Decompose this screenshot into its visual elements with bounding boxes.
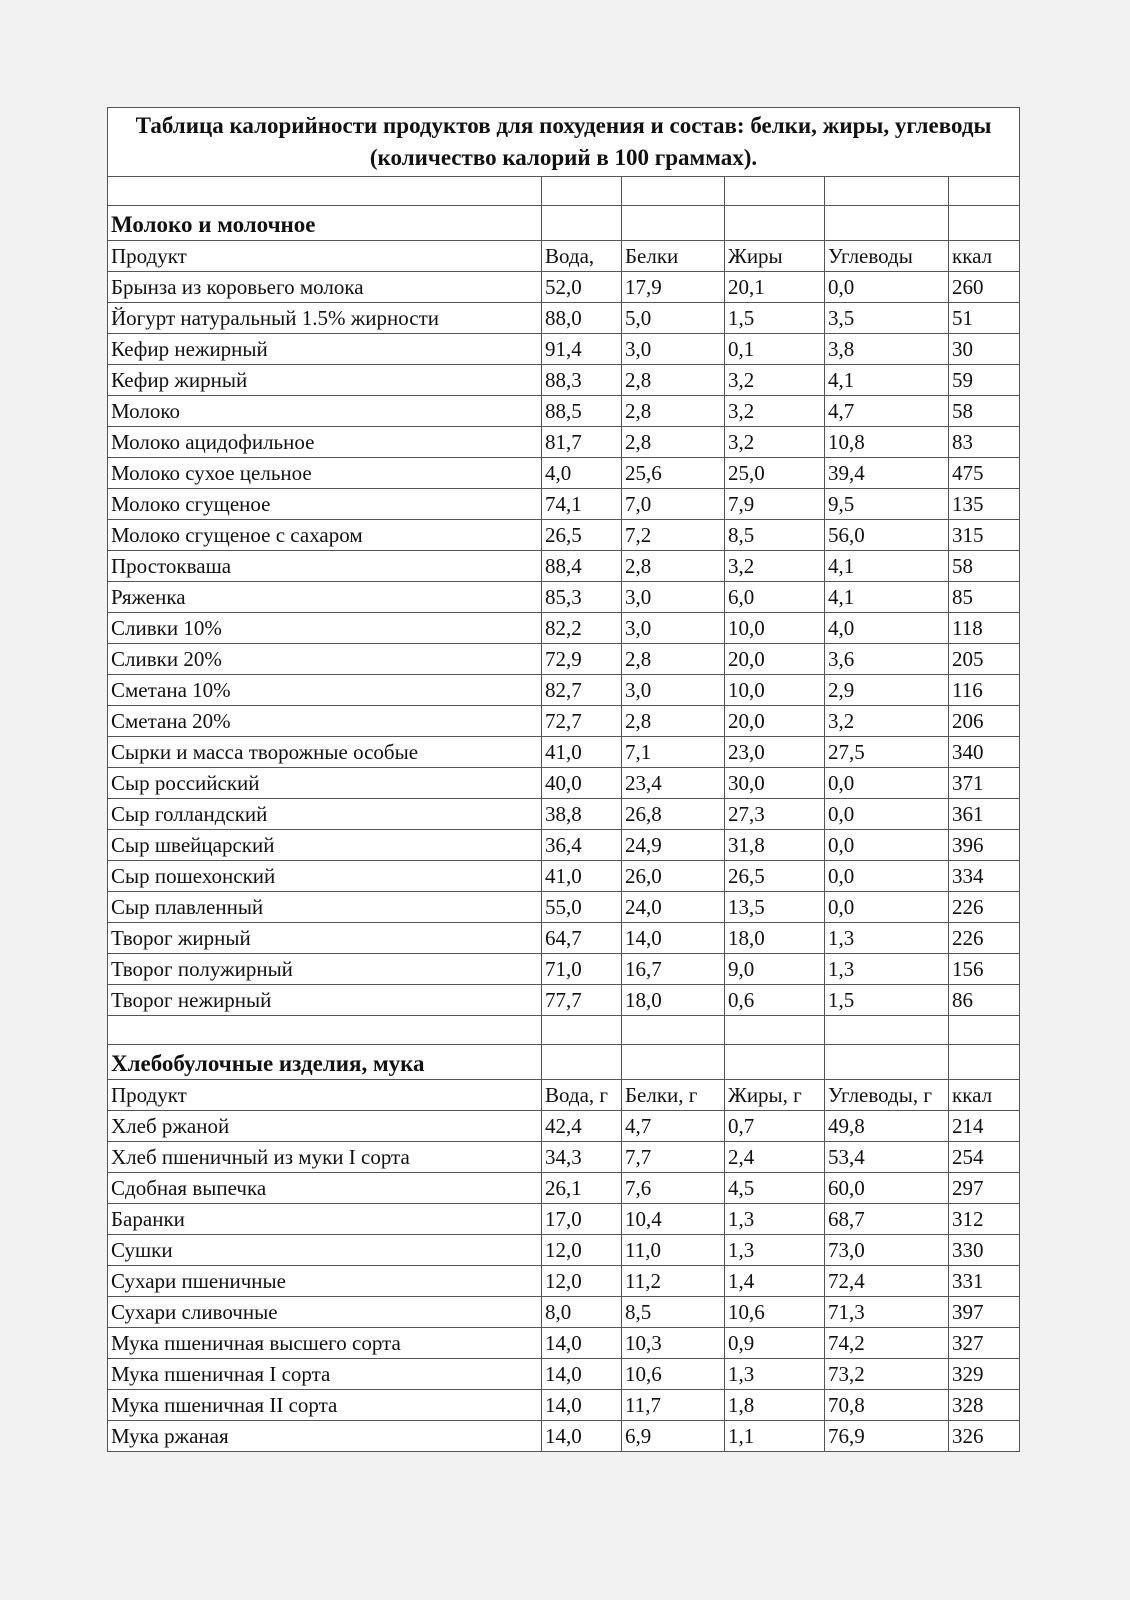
- cell-carbs: 49,8: [825, 1111, 949, 1142]
- cell-fat: 1,4: [725, 1266, 825, 1297]
- cell-carbs: 68,7: [825, 1204, 949, 1235]
- section-title: Хлебобулочные изделия, мука: [108, 1045, 542, 1080]
- cell-carbs: 73,2: [825, 1359, 949, 1390]
- cell-fat: 1,5: [725, 303, 825, 334]
- cell-water: 41,0: [542, 737, 622, 768]
- cell-fat: 3,2: [725, 427, 825, 458]
- cell-product: Сыр голландский: [108, 799, 542, 830]
- empty-cell: [622, 1045, 725, 1080]
- cell-kcal: 51: [949, 303, 1020, 334]
- column-header-carbs: Углеводы, г: [825, 1080, 949, 1111]
- column-header-product: Продукт: [108, 1080, 542, 1111]
- cell-water: 88,0: [542, 303, 622, 334]
- cell-carbs: 2,9: [825, 675, 949, 706]
- cell-kcal: 118: [949, 613, 1020, 644]
- cell-protein: 26,0: [622, 861, 725, 892]
- cell-fat: 1,3: [725, 1359, 825, 1390]
- cell-water: 8,0: [542, 1297, 622, 1328]
- cell-protein: 11,0: [622, 1235, 725, 1266]
- column-header-kcal: ккал: [949, 241, 1020, 272]
- cell-water: 82,2: [542, 613, 622, 644]
- cell-product: Хлеб пшеничный из муки I сорта: [108, 1142, 542, 1173]
- cell-fat: 0,9: [725, 1328, 825, 1359]
- cell-product: Творог полужирный: [108, 954, 542, 985]
- empty-cell: [725, 1045, 825, 1080]
- table-row: [108, 644, 1020, 675]
- cell-fat: 31,8: [725, 830, 825, 861]
- cell-protein: 10,4: [622, 1204, 725, 1235]
- cell-fat: 0,7: [725, 1111, 825, 1142]
- cell-product: Кефир жирный: [108, 365, 542, 396]
- cell-carbs: 4,1: [825, 551, 949, 582]
- empty-cell: [825, 177, 949, 206]
- table-row: [108, 489, 1020, 520]
- cell-kcal: 396: [949, 830, 1020, 861]
- cell-fat: 25,0: [725, 458, 825, 489]
- table-row: [108, 675, 1020, 706]
- spacer-row: [108, 177, 1020, 206]
- cell-product: Мука пшеничная высшего сорта: [108, 1328, 542, 1359]
- cell-protein: 7,6: [622, 1173, 725, 1204]
- cell-water: 74,1: [542, 489, 622, 520]
- cell-fat: 26,5: [725, 861, 825, 892]
- cell-product: Простокваша: [108, 551, 542, 582]
- cell-product: Сыр швейцарский: [108, 830, 542, 861]
- column-header-product: Продукт: [108, 241, 542, 272]
- calorie-table: [107, 107, 1020, 1452]
- document-page: [107, 107, 1019, 1452]
- table-row: [108, 861, 1020, 892]
- cell-kcal: 315: [949, 520, 1020, 551]
- table-row: [108, 1111, 1020, 1142]
- cell-water: 14,0: [542, 1359, 622, 1390]
- cell-kcal: 59: [949, 365, 1020, 396]
- cell-carbs: 74,2: [825, 1328, 949, 1359]
- cell-product: Хлеб ржаной: [108, 1111, 542, 1142]
- cell-protein: 24,9: [622, 830, 725, 861]
- cell-water: 55,0: [542, 892, 622, 923]
- table-row: [108, 1142, 1020, 1173]
- cell-water: 82,7: [542, 675, 622, 706]
- table-row: [108, 1297, 1020, 1328]
- empty-cell: [949, 177, 1020, 206]
- cell-carbs: 3,8: [825, 334, 949, 365]
- cell-protein: 7,0: [622, 489, 725, 520]
- cell-fat: 8,5: [725, 520, 825, 551]
- cell-kcal: 86: [949, 985, 1020, 1016]
- table-row: [108, 1421, 1020, 1452]
- cell-kcal: 83: [949, 427, 1020, 458]
- table-row: [108, 1204, 1020, 1235]
- cell-fat: 2,4: [725, 1142, 825, 1173]
- cell-kcal: 116: [949, 675, 1020, 706]
- cell-product: Сливки 20%: [108, 644, 542, 675]
- cell-kcal: 327: [949, 1328, 1020, 1359]
- cell-kcal: 85: [949, 582, 1020, 613]
- column-header-fat: Жиры, г: [725, 1080, 825, 1111]
- section-heading-row: [108, 1045, 1020, 1080]
- column-header-kcal: ккал: [949, 1080, 1020, 1111]
- cell-fat: 27,3: [725, 799, 825, 830]
- cell-carbs: 3,2: [825, 706, 949, 737]
- cell-fat: 9,0: [725, 954, 825, 985]
- cell-carbs: 1,3: [825, 923, 949, 954]
- empty-cell: [542, 1016, 622, 1045]
- table-row: [108, 923, 1020, 954]
- cell-water: 64,7: [542, 923, 622, 954]
- cell-kcal: 340: [949, 737, 1020, 768]
- cell-kcal: 260: [949, 272, 1020, 303]
- cell-protein: 5,0: [622, 303, 725, 334]
- cell-protein: 10,3: [622, 1328, 725, 1359]
- column-header-protein: Белки, г: [622, 1080, 725, 1111]
- cell-fat: 1,1: [725, 1421, 825, 1452]
- table-row: [108, 365, 1020, 396]
- cell-product: Молоко: [108, 396, 542, 427]
- cell-water: 12,0: [542, 1266, 622, 1297]
- cell-product: Мука ржаная: [108, 1421, 542, 1452]
- cell-product: Сыр российский: [108, 768, 542, 799]
- cell-fat: 1,3: [725, 1235, 825, 1266]
- cell-protein: 26,8: [622, 799, 725, 830]
- column-header-water: Вода, г: [542, 1080, 622, 1111]
- table-row: [108, 613, 1020, 644]
- cell-product: Ряженка: [108, 582, 542, 613]
- cell-carbs: 0,0: [825, 768, 949, 799]
- cell-product: Сухари пшеничные: [108, 1266, 542, 1297]
- cell-fat: 20,0: [725, 644, 825, 675]
- cell-kcal: 329: [949, 1359, 1020, 1390]
- cell-protein: 25,6: [622, 458, 725, 489]
- cell-fat: 0,6: [725, 985, 825, 1016]
- cell-protein: 4,7: [622, 1111, 725, 1142]
- cell-water: 34,3: [542, 1142, 622, 1173]
- cell-protein: 3,0: [622, 334, 725, 365]
- cell-water: 12,0: [542, 1235, 622, 1266]
- cell-fat: 1,3: [725, 1204, 825, 1235]
- cell-water: 36,4: [542, 830, 622, 861]
- table-row: [108, 985, 1020, 1016]
- cell-product: Молоко сухое цельное: [108, 458, 542, 489]
- cell-carbs: 1,5: [825, 985, 949, 1016]
- cell-water: 14,0: [542, 1328, 622, 1359]
- cell-fat: 3,2: [725, 396, 825, 427]
- table-row: [108, 954, 1020, 985]
- cell-water: 42,4: [542, 1111, 622, 1142]
- cell-product: Сухари сливочные: [108, 1297, 542, 1328]
- cell-kcal: 361: [949, 799, 1020, 830]
- empty-cell: [825, 206, 949, 241]
- column-header-carbs: Углеводы: [825, 241, 949, 272]
- cell-fat: 7,9: [725, 489, 825, 520]
- cell-kcal: 475: [949, 458, 1020, 489]
- cell-fat: 10,0: [725, 675, 825, 706]
- cell-carbs: 53,4: [825, 1142, 949, 1173]
- cell-protein: 8,5: [622, 1297, 725, 1328]
- cell-water: 4,0: [542, 458, 622, 489]
- cell-kcal: 331: [949, 1266, 1020, 1297]
- empty-cell: [725, 1016, 825, 1045]
- cell-water: 88,5: [542, 396, 622, 427]
- cell-carbs: 4,0: [825, 613, 949, 644]
- cell-carbs: 0,0: [825, 861, 949, 892]
- cell-water: 17,0: [542, 1204, 622, 1235]
- empty-cell: [949, 206, 1020, 241]
- table-row: [108, 706, 1020, 737]
- cell-water: 88,4: [542, 551, 622, 582]
- cell-fat: 3,2: [725, 365, 825, 396]
- table-row: [108, 768, 1020, 799]
- spacer-row: [108, 1016, 1020, 1045]
- empty-cell: [542, 206, 622, 241]
- table-row: [108, 1173, 1020, 1204]
- cell-water: 26,5: [542, 520, 622, 551]
- cell-water: 77,7: [542, 985, 622, 1016]
- cell-fat: 13,5: [725, 892, 825, 923]
- cell-kcal: 397: [949, 1297, 1020, 1328]
- table-row: [108, 303, 1020, 334]
- cell-carbs: 0,0: [825, 892, 949, 923]
- cell-fat: 23,0: [725, 737, 825, 768]
- cell-kcal: 326: [949, 1421, 1020, 1452]
- empty-cell: [825, 1045, 949, 1080]
- section-heading-row: [108, 206, 1020, 241]
- cell-carbs: 4,1: [825, 365, 949, 396]
- cell-carbs: 0,0: [825, 830, 949, 861]
- table-row: [108, 582, 1020, 613]
- table-row: [108, 551, 1020, 582]
- empty-cell: [949, 1016, 1020, 1045]
- cell-protein: 2,8: [622, 396, 725, 427]
- cell-carbs: 9,5: [825, 489, 949, 520]
- cell-carbs: 27,5: [825, 737, 949, 768]
- title-row: [108, 108, 1020, 177]
- cell-product: Сметана 20%: [108, 706, 542, 737]
- cell-water: 14,0: [542, 1390, 622, 1421]
- cell-carbs: 39,4: [825, 458, 949, 489]
- cell-fat: 0,1: [725, 334, 825, 365]
- cell-fat: 20,0: [725, 706, 825, 737]
- cell-product: Йогурт натуральный 1.5% жирности: [108, 303, 542, 334]
- cell-protein: 2,8: [622, 551, 725, 582]
- cell-kcal: 214: [949, 1111, 1020, 1142]
- cell-protein: 14,0: [622, 923, 725, 954]
- cell-kcal: 58: [949, 396, 1020, 427]
- table-row: [108, 396, 1020, 427]
- cell-kcal: 328: [949, 1390, 1020, 1421]
- cell-carbs: 71,3: [825, 1297, 949, 1328]
- cell-protein: 7,7: [622, 1142, 725, 1173]
- table-row: [108, 1328, 1020, 1359]
- empty-cell: [622, 177, 725, 206]
- cell-kcal: 254: [949, 1142, 1020, 1173]
- cell-protein: 2,8: [622, 365, 725, 396]
- cell-kcal: 334: [949, 861, 1020, 892]
- table-title: Таблица калорийности продуктов для похудения и состав: белки, жиры, углеводы (количество калорий в 100 граммах).: [108, 108, 1020, 177]
- cell-fat: 4,5: [725, 1173, 825, 1204]
- table-row: [108, 892, 1020, 923]
- table-row: [108, 520, 1020, 551]
- empty-cell: [622, 1016, 725, 1045]
- cell-water: 72,9: [542, 644, 622, 675]
- cell-protein: 18,0: [622, 985, 725, 1016]
- cell-carbs: 0,0: [825, 799, 949, 830]
- cell-carbs: 3,6: [825, 644, 949, 675]
- cell-fat: 30,0: [725, 768, 825, 799]
- column-header-row: [108, 241, 1020, 272]
- cell-protein: 7,1: [622, 737, 725, 768]
- cell-water: 38,8: [542, 799, 622, 830]
- cell-carbs: 0,0: [825, 272, 949, 303]
- empty-cell: [622, 206, 725, 241]
- cell-protein: 2,8: [622, 706, 725, 737]
- cell-fat: 1,8: [725, 1390, 825, 1421]
- cell-fat: 18,0: [725, 923, 825, 954]
- cell-carbs: 73,0: [825, 1235, 949, 1266]
- table-row: [108, 272, 1020, 303]
- cell-water: 41,0: [542, 861, 622, 892]
- cell-water: 71,0: [542, 954, 622, 985]
- cell-kcal: 135: [949, 489, 1020, 520]
- cell-product: Сыр пошехонский: [108, 861, 542, 892]
- table-row: [108, 1359, 1020, 1390]
- cell-protein: 6,9: [622, 1421, 725, 1452]
- table-row: [108, 427, 1020, 458]
- column-header-fat: Жиры: [725, 241, 825, 272]
- cell-carbs: 4,1: [825, 582, 949, 613]
- cell-product: Молоко сгущеное с сахаром: [108, 520, 542, 551]
- cell-water: 14,0: [542, 1421, 622, 1452]
- empty-cell: [725, 206, 825, 241]
- cell-fat: 20,1: [725, 272, 825, 303]
- cell-water: 91,4: [542, 334, 622, 365]
- cell-protein: 23,4: [622, 768, 725, 799]
- cell-product: Мука пшеничная I сорта: [108, 1359, 542, 1390]
- table-row: [108, 458, 1020, 489]
- section-title: Молоко и молочное: [108, 206, 542, 241]
- cell-protein: 16,7: [622, 954, 725, 985]
- empty-cell: [542, 1045, 622, 1080]
- cell-protein: 3,0: [622, 675, 725, 706]
- cell-kcal: 156: [949, 954, 1020, 985]
- cell-water: 72,7: [542, 706, 622, 737]
- cell-fat: 3,2: [725, 551, 825, 582]
- empty-cell: [825, 1016, 949, 1045]
- cell-product: Сметана 10%: [108, 675, 542, 706]
- cell-product: Сдобная выпечка: [108, 1173, 542, 1204]
- cell-water: 26,1: [542, 1173, 622, 1204]
- table-row: [108, 799, 1020, 830]
- table-row: [108, 737, 1020, 768]
- cell-product: Баранки: [108, 1204, 542, 1235]
- cell-fat: 6,0: [725, 582, 825, 613]
- cell-protein: 10,6: [622, 1359, 725, 1390]
- table-row: [108, 1390, 1020, 1421]
- cell-product: Брынза из коровьего молока: [108, 272, 542, 303]
- empty-cell: [542, 177, 622, 206]
- cell-water: 81,7: [542, 427, 622, 458]
- cell-water: 85,3: [542, 582, 622, 613]
- cell-protein: 2,8: [622, 644, 725, 675]
- cell-product: Творог нежирный: [108, 985, 542, 1016]
- cell-carbs: 56,0: [825, 520, 949, 551]
- cell-product: Молоко сгущеное: [108, 489, 542, 520]
- empty-cell: [108, 177, 542, 206]
- cell-water: 40,0: [542, 768, 622, 799]
- table-row: [108, 1266, 1020, 1297]
- cell-carbs: 70,8: [825, 1390, 949, 1421]
- table-row: [108, 1235, 1020, 1266]
- cell-kcal: 205: [949, 644, 1020, 675]
- cell-carbs: 10,8: [825, 427, 949, 458]
- cell-protein: 3,0: [622, 582, 725, 613]
- cell-kcal: 58: [949, 551, 1020, 582]
- table-row: [108, 830, 1020, 861]
- column-header-row: [108, 1080, 1020, 1111]
- cell-product: Творог жирный: [108, 923, 542, 954]
- cell-carbs: 72,4: [825, 1266, 949, 1297]
- cell-product: Сыр плавленный: [108, 892, 542, 923]
- cell-kcal: 371: [949, 768, 1020, 799]
- cell-protein: 2,8: [622, 427, 725, 458]
- cell-product: Молоко ацидофильное: [108, 427, 542, 458]
- cell-water: 88,3: [542, 365, 622, 396]
- cell-protein: 11,7: [622, 1390, 725, 1421]
- cell-kcal: 297: [949, 1173, 1020, 1204]
- cell-product: Мука пшеничная II сорта: [108, 1390, 542, 1421]
- cell-kcal: 206: [949, 706, 1020, 737]
- cell-product: Сушки: [108, 1235, 542, 1266]
- empty-cell: [108, 1016, 542, 1045]
- cell-protein: 3,0: [622, 613, 725, 644]
- cell-carbs: 60,0: [825, 1173, 949, 1204]
- cell-kcal: 226: [949, 892, 1020, 923]
- empty-cell: [949, 1045, 1020, 1080]
- column-header-water: Вода,: [542, 241, 622, 272]
- cell-protein: 7,2: [622, 520, 725, 551]
- cell-kcal: 226: [949, 923, 1020, 954]
- cell-carbs: 3,5: [825, 303, 949, 334]
- cell-kcal: 330: [949, 1235, 1020, 1266]
- cell-protein: 11,2: [622, 1266, 725, 1297]
- column-header-protein: Белки: [622, 241, 725, 272]
- cell-fat: 10,0: [725, 613, 825, 644]
- cell-kcal: 312: [949, 1204, 1020, 1235]
- cell-water: 52,0: [542, 272, 622, 303]
- cell-carbs: 76,9: [825, 1421, 949, 1452]
- cell-carbs: 1,3: [825, 954, 949, 985]
- cell-product: Сливки 10%: [108, 613, 542, 644]
- cell-kcal: 30: [949, 334, 1020, 365]
- cell-fat: 10,6: [725, 1297, 825, 1328]
- cell-product: Кефир нежирный: [108, 334, 542, 365]
- empty-cell: [725, 177, 825, 206]
- cell-product: Сырки и масса творожные особые: [108, 737, 542, 768]
- table-row: [108, 334, 1020, 365]
- cell-carbs: 4,7: [825, 396, 949, 427]
- cell-protein: 17,9: [622, 272, 725, 303]
- cell-protein: 24,0: [622, 892, 725, 923]
